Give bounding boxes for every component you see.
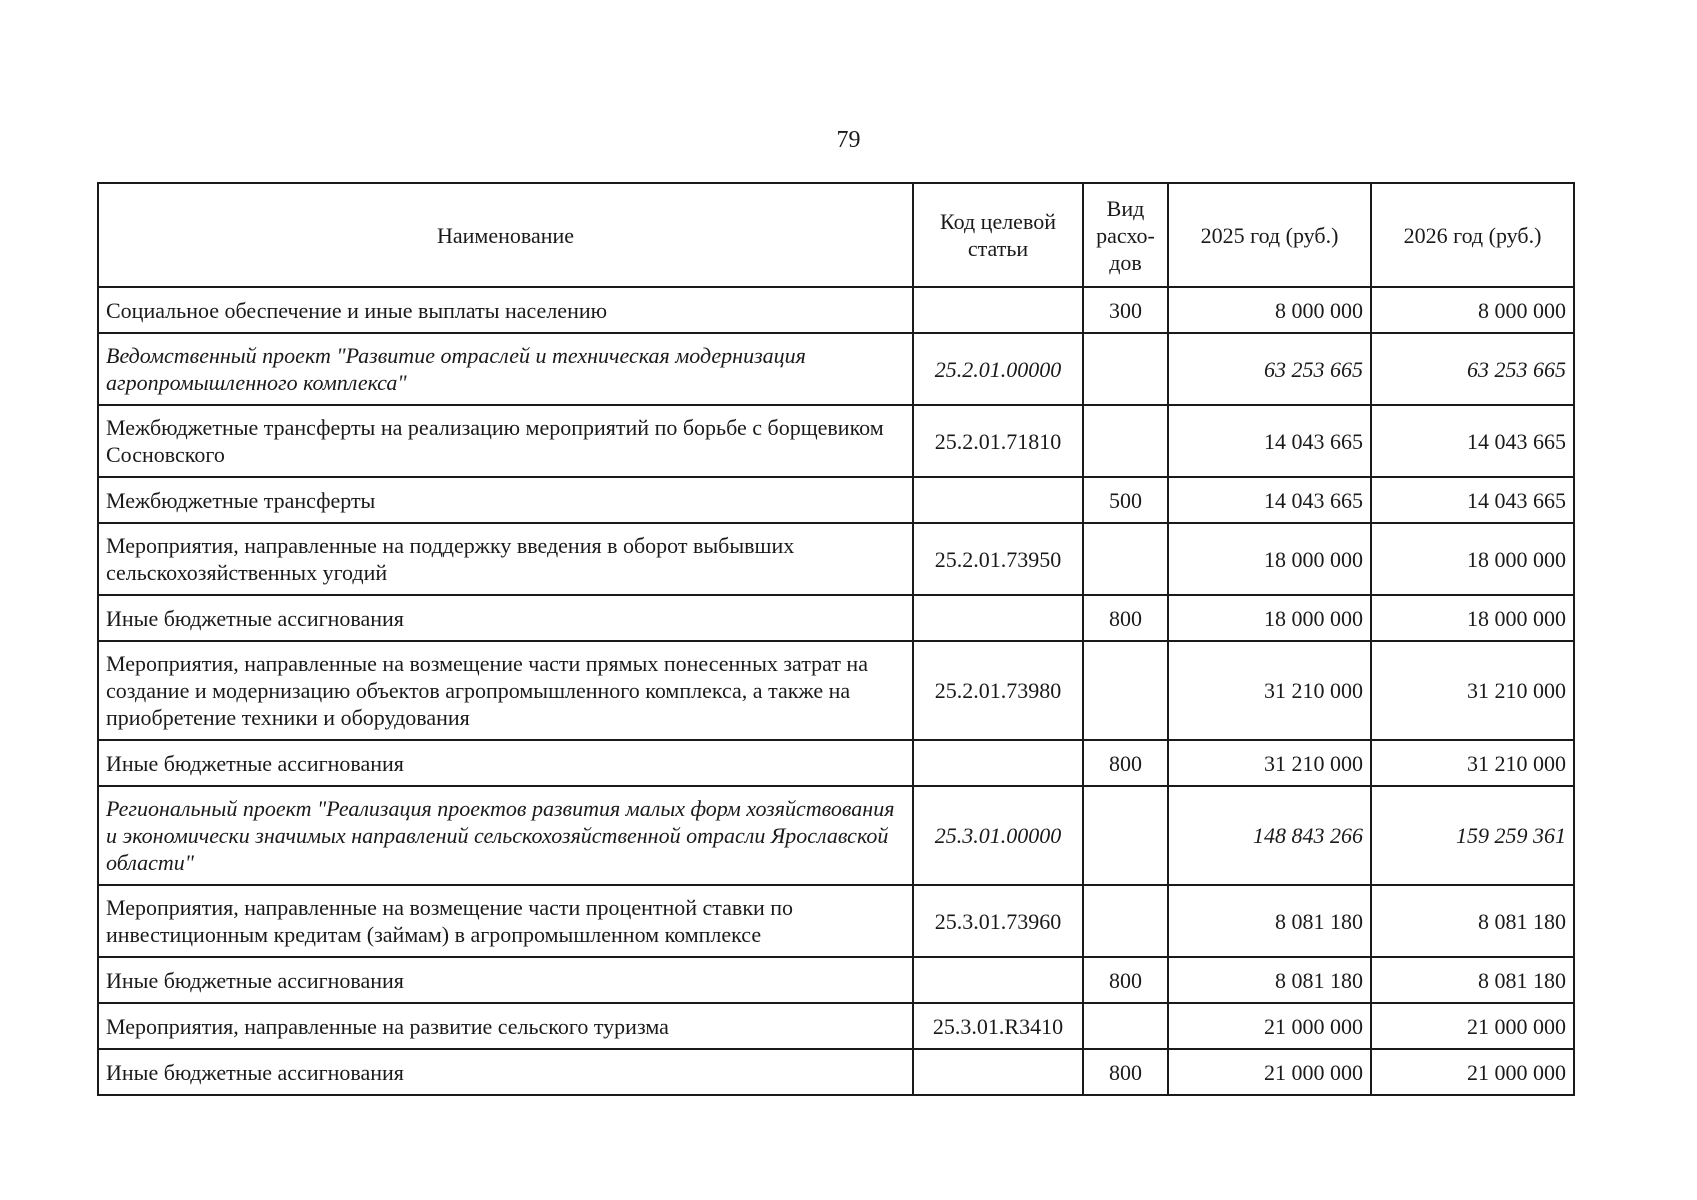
row-2026: 18 000 000 (1371, 595, 1574, 641)
table-row (98, 957, 1574, 1003)
row-2026: 8 081 180 (1371, 885, 1574, 957)
table-row (98, 885, 1574, 957)
row-2026: 63 253 665 (1371, 333, 1574, 405)
row-kind: 800 (1083, 740, 1168, 786)
row-kind (1083, 786, 1168, 885)
row-2025: 63 253 665 (1168, 333, 1371, 405)
table-row (98, 1049, 1574, 1095)
header-year-2026: 2026 год (руб.) (1371, 183, 1574, 287)
row-2025: 18 000 000 (1168, 595, 1371, 641)
row-kind: 800 (1083, 595, 1168, 641)
budget-table (97, 182, 1575, 1096)
row-2025: 31 210 000 (1168, 740, 1371, 786)
row-kind (1083, 523, 1168, 595)
row-code: 25.3.01.00000 (913, 786, 1083, 885)
row-code (913, 595, 1083, 641)
row-kind: 800 (1083, 1049, 1168, 1095)
row-2025: 18 000 000 (1168, 523, 1371, 595)
row-code (913, 477, 1083, 523)
row-2026: 21 000 000 (1371, 1003, 1574, 1049)
row-name: Мероприятия, направленные на возмещение части прямых понесенных затрат на создание и модернизацию объектов агропромышленного комплекса, а также на приобретение техники и оборудования (98, 641, 913, 740)
row-code: 25.3.01.73960 (913, 885, 1083, 957)
row-name: Мероприятия, направленные на поддержку введения в оборот выбывших сельскохозяйственных угодий (98, 523, 913, 595)
row-2025: 21 000 000 (1168, 1003, 1371, 1049)
row-name: Межбюджетные трансферты на реализацию мероприятий по борьбе с борщевиком Сосновского (98, 405, 913, 477)
row-kind: 300 (1083, 287, 1168, 333)
row-2026: 21 000 000 (1371, 1049, 1574, 1095)
table-row (98, 595, 1574, 641)
row-kind (1083, 641, 1168, 740)
row-kind: 800 (1083, 957, 1168, 1003)
row-code: 25.2.01.00000 (913, 333, 1083, 405)
row-kind (1083, 405, 1168, 477)
header-year-2025: 2025 год (руб.) (1168, 183, 1371, 287)
row-2025: 8 081 180 (1168, 885, 1371, 957)
row-code (913, 1049, 1083, 1095)
row-code: 25.3.01.R3410 (913, 1003, 1083, 1049)
row-name: Межбюджетные трансферты (98, 477, 913, 523)
row-name: Ведомственный проект "Развитие отраслей и техническая модернизация агропромышленного комплекса" (98, 333, 913, 405)
row-2025: 14 043 665 (1168, 405, 1371, 477)
row-name: Мероприятия, направленные на возмещение части процентной ставки по инвестиционным кредитам (займам) в агропромышленном комплексе (98, 885, 913, 957)
row-name: Иные бюджетные ассигнования (98, 1049, 913, 1095)
header-name: Наименование (98, 183, 913, 287)
row-2026: 31 210 000 (1371, 641, 1574, 740)
row-kind: 500 (1083, 477, 1168, 523)
row-2026: 31 210 000 (1371, 740, 1574, 786)
row-name: Иные бюджетные ассигнования (98, 957, 913, 1003)
row-code: 25.2.01.71810 (913, 405, 1083, 477)
row-2025: 8 000 000 (1168, 287, 1371, 333)
row-2026: 14 043 665 (1371, 477, 1574, 523)
row-2026: 8 081 180 (1371, 957, 1574, 1003)
row-name: Региональный проект "Реализация проектов развития малых форм хозяйствования и экономически значимых направлений сельскохозяйственной отрасли Ярославской области" (98, 786, 913, 885)
row-name: Мероприятия, направленные на развитие сельского туризма (98, 1003, 913, 1049)
header-kind: Вид расхо-дов (1083, 183, 1168, 287)
row-name: Иные бюджетные ассигнования (98, 595, 913, 641)
table-row (98, 641, 1574, 740)
table-row (98, 786, 1574, 885)
page-number: 79 (836, 127, 861, 153)
row-code: 25.2.01.73980 (913, 641, 1083, 740)
header-code: Код целевой статьи (913, 183, 1083, 287)
table-header-row (98, 183, 1574, 287)
row-2026: 14 043 665 (1371, 405, 1574, 477)
table-row (98, 333, 1574, 405)
table-row (98, 287, 1574, 333)
row-2025: 31 210 000 (1168, 641, 1371, 740)
row-name: Иные бюджетные ассигнования (98, 740, 913, 786)
table-row (98, 405, 1574, 477)
row-2025: 8 081 180 (1168, 957, 1371, 1003)
row-code (913, 957, 1083, 1003)
row-2025: 14 043 665 (1168, 477, 1371, 523)
row-code (913, 287, 1083, 333)
row-kind (1083, 1003, 1168, 1049)
table-row (98, 1003, 1574, 1049)
table-row (98, 523, 1574, 595)
row-2026: 159 259 361 (1371, 786, 1574, 885)
row-2026: 8 000 000 (1371, 287, 1574, 333)
row-code (913, 740, 1083, 786)
row-2025: 21 000 000 (1168, 1049, 1371, 1095)
row-name: Социальное обеспечение и иные выплаты населению (98, 287, 913, 333)
row-code: 25.2.01.73950 (913, 523, 1083, 595)
row-kind (1083, 885, 1168, 957)
table-row (98, 740, 1574, 786)
row-kind (1083, 333, 1168, 405)
table-row (98, 477, 1574, 523)
row-2026: 18 000 000 (1371, 523, 1574, 595)
row-2025: 148 843 266 (1168, 786, 1371, 885)
